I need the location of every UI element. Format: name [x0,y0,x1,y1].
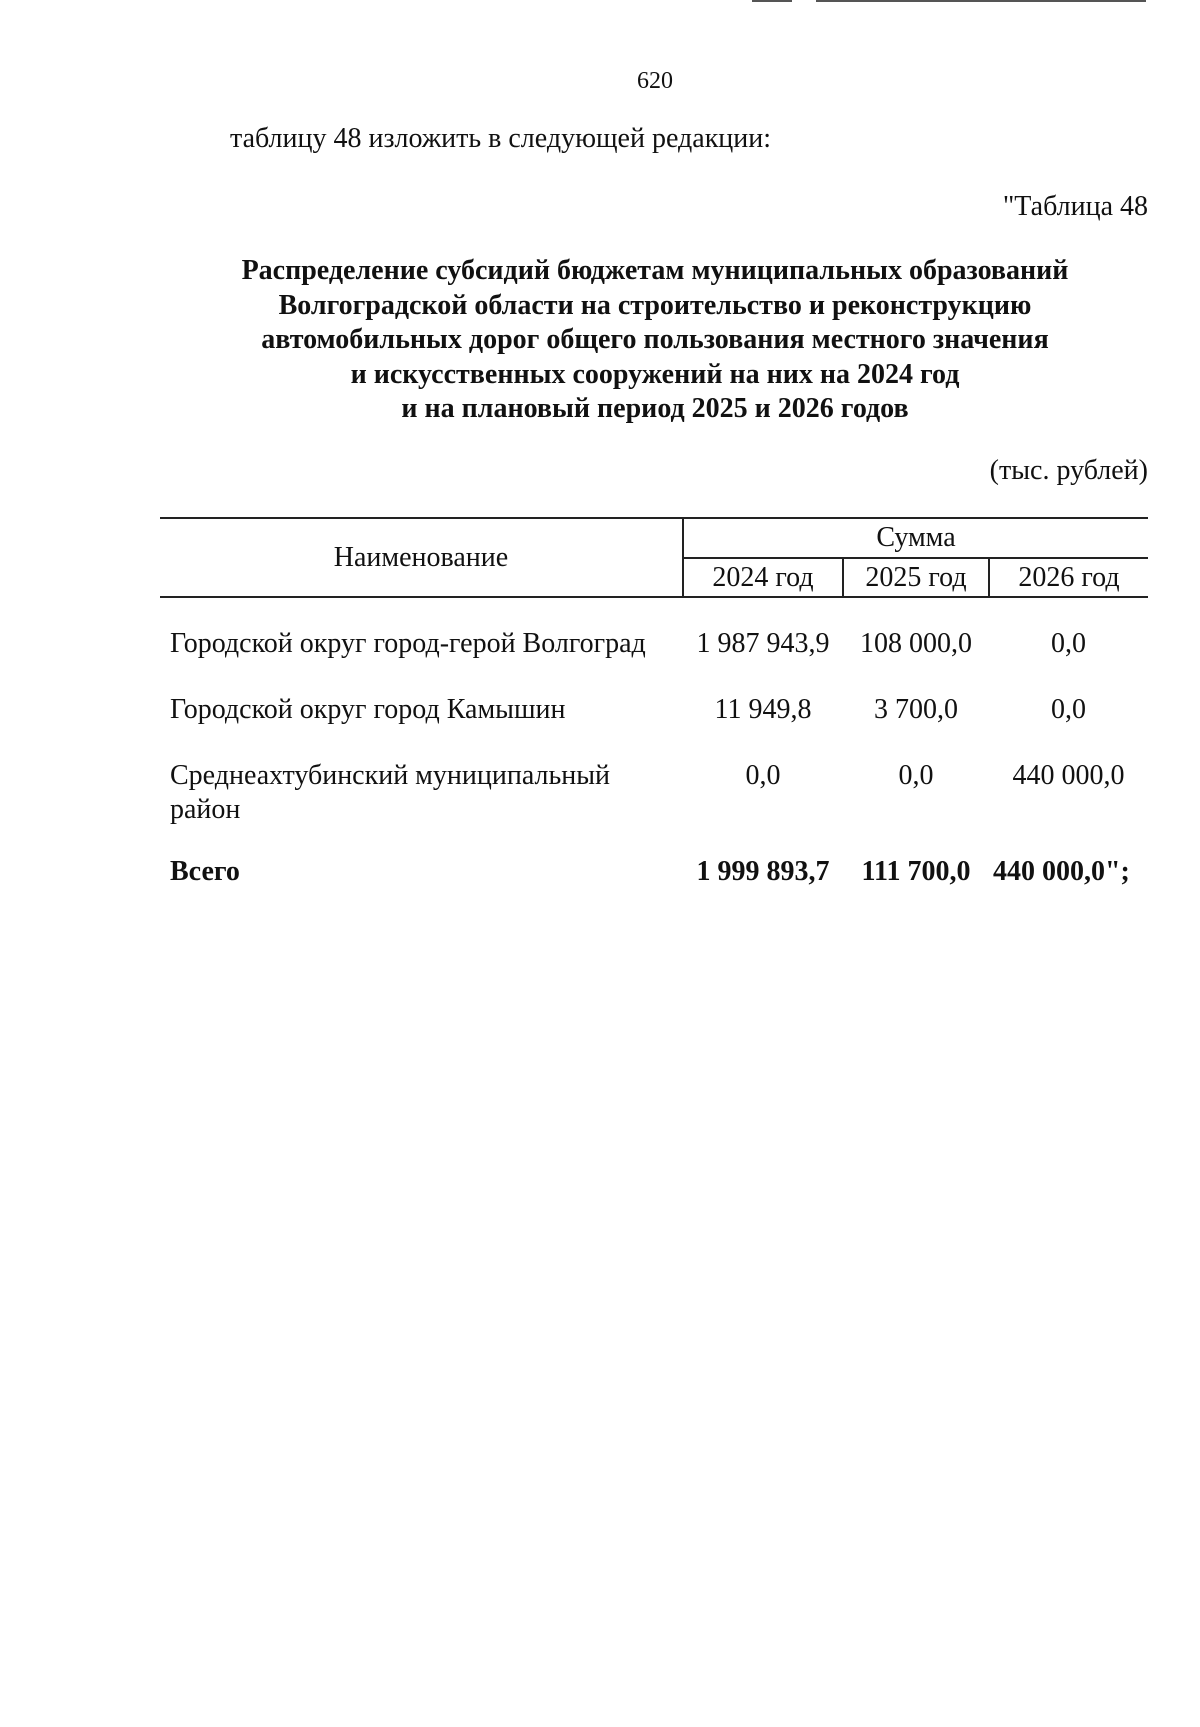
title-line: и на плановый период 2025 и 2026 годов [401,393,909,424]
total-row [160,827,1148,889]
column-header-sum: Сумма [683,518,1148,558]
document-title [160,254,1150,427]
value-2024: 0,0 [745,760,781,791]
table-row [160,663,1148,731]
value-2024: 11 949,8 [714,694,812,725]
subsidy-table [160,517,1148,889]
total-2025: 111 700,0 [861,856,971,887]
total-2026: 440 000,0"; [993,856,1130,887]
column-header-2025: 2025 год [843,558,989,597]
scan-edge-mark [752,0,792,2]
value-2026: 440 000,0 [1012,760,1125,791]
table-label: "Таблица 48 [1002,191,1148,222]
row-name: Среднеахтубинский муниципальный район [170,760,611,825]
column-header-2024: 2024 год [683,558,843,597]
value-2025: 108 000,0 [860,628,972,659]
intro-text: таблицу 48 изложить в следующей редакции: [230,123,772,154]
total-label: Всего [170,856,240,887]
title-line: Распределение субсидий бюджетам муниципальных образований [241,255,1069,286]
units-note: (тыс. рублей) [989,455,1148,486]
table-row [160,731,1148,827]
row-name: Городской округ город Камышин [170,694,566,725]
row-name: Городской округ город-герой Волгоград [170,628,646,659]
value-2026: 0,0 [1051,628,1086,659]
table-row [160,597,1148,663]
total-2024: 1 999 893,7 [696,856,830,887]
title-line: и искусственных сооружений на них на 2024 год [350,358,960,390]
value-2026: 0,0 [1051,694,1086,725]
value-2025: 0,0 [898,760,934,791]
column-header-2026: 2026 год [989,558,1148,597]
value-2024: 1 987 943,9 [696,628,830,659]
scan-edge-mark [816,0,1146,2]
page-number: 620 [637,68,673,94]
title-line: Волгоградской области на строительство и реконструкцию [278,289,1032,321]
value-2025: 3 700,0 [874,694,958,725]
column-header-name: Наименование [160,518,683,597]
title-line: автомобильных дорог общего пользования местного значения [261,324,1049,355]
